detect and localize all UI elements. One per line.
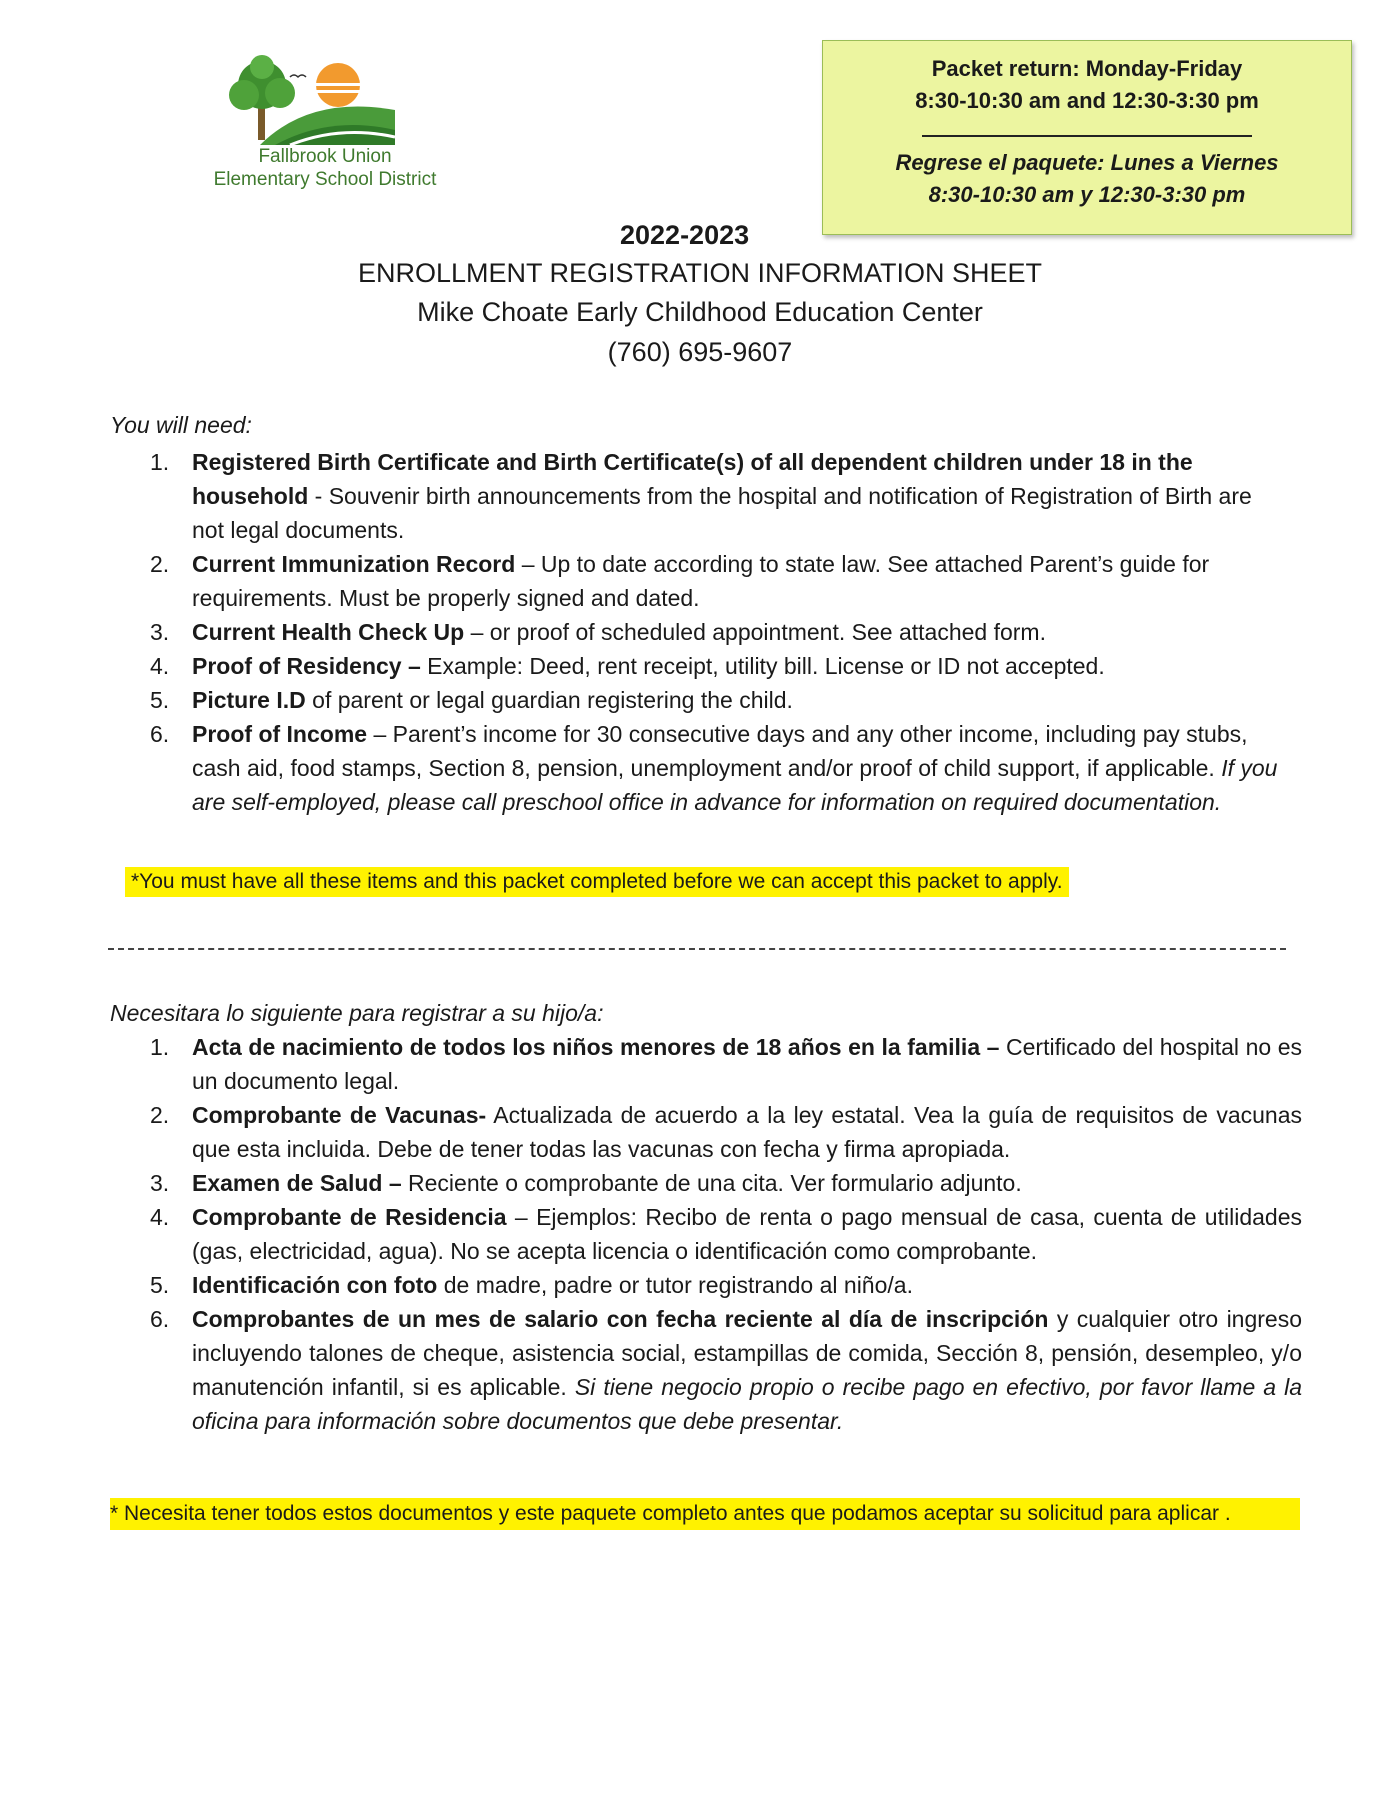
list-item [130, 1302, 1302, 1438]
spanish-highlight-notice: * Necesita tener todos estos documentos y este paquete completo antes que podamos aceptar su solicitud para aplicar . [110, 1502, 1231, 1525]
item-text: – Up to date according to state law. See attached Parent’s guide for requirements. Must be properly signed and dated. [192, 551, 1210, 611]
item-number: 3. [150, 619, 170, 645]
list-item [130, 1098, 1302, 1166]
list-item [130, 1200, 1302, 1268]
district-logo [180, 55, 470, 195]
item-heading: Proof of Residency – [192, 653, 421, 679]
item-heading: Acta de nacimiento de todos los niños menores de 18 años en la familia – [192, 1034, 1000, 1060]
item-text: Actualizada de acuerdo a la ley estatal. Vea la guía de requisitos de vacunas que esta incluida. Debe de tener todas las vacunas con fecha y firma apropiada. [192, 1102, 1302, 1162]
district-name-line1: Fallbrook Union [258, 146, 392, 167]
return-hours-en-times: 8:30-10:30 am and 12:30-3:30 pm [915, 88, 1259, 113]
spanish-intro: Necesitara lo siguiente para registrar a su hijo/a: [110, 1000, 604, 1026]
item-heading: Examen de Salud – [192, 1170, 402, 1196]
item-number: 4. [150, 1204, 170, 1230]
item-heading: Proof of Income [192, 721, 368, 747]
item-heading: Registered Birth Certificate and Birth Certificate(s) of all dependent children under 18 in the household [192, 449, 1193, 509]
item-text: – Parent’s income for 30 consecutive days and any other income, including pay stubs, cash aid, food stamps, Section 8, pension, unemployment and/or proof of child support, if applicable. [192, 721, 1248, 781]
list-item [130, 445, 1280, 547]
item-number: 2. [150, 1102, 170, 1128]
item-text: - Souvenir birth announcements from the hospital and notification of Registration of Birth are not legal documents. [192, 483, 1252, 543]
spanish-requirements-list [130, 1030, 1302, 1438]
notice-divider [922, 135, 1252, 137]
item-note: If you are self-employed, please call preschool office in advance for information on required documentation. [192, 755, 1278, 815]
item-number: 3. [150, 1170, 170, 1196]
list-item [130, 683, 1280, 717]
item-number: 5. [150, 1272, 170, 1298]
page-title: ENROLLMENT REGISTRATION INFORMATION SHEET [357, 258, 1043, 288]
item-heading: Picture I.D [192, 687, 306, 713]
item-heading: Comprobante de Residencia [192, 1204, 507, 1230]
district-name-line2: Elementary School District [213, 169, 437, 190]
english-highlight-notice: *You must have all these items and this packet completed before we can accept this packet to apply. [125, 867, 1069, 897]
list-item [130, 649, 1280, 683]
item-number: 2. [150, 551, 170, 577]
packet-return-notice [822, 40, 1352, 235]
phone-number: (760) 695-9607 [607, 337, 793, 367]
item-text: Reciente o comprobante de una cita. Ver formulario adjunto. [401, 1170, 1022, 1196]
english-intro: You will need: [110, 412, 252, 438]
return-hours-es-title: Regrese el paquete: Lunes a Viernes [895, 150, 1279, 175]
item-text: – or proof of scheduled appointment. See attached form. [464, 619, 1046, 645]
item-text: – Ejemplos: Recibo de renta o pago mensual de casa, cuenta de utilidades (gas, electricidad, agua). No se acepta licencia o identificación como comprobante. [192, 1204, 1302, 1264]
item-number: 5. [150, 687, 170, 713]
item-number: 6. [150, 721, 170, 747]
item-text: Certificado del hospital no es un documento legal. [192, 1034, 1302, 1094]
item-text: Example: Deed, rent receipt, utility bill. License or ID not accepted. [420, 653, 1105, 679]
tree-sun-logo-icon [220, 55, 395, 145]
item-number: 1. [150, 449, 170, 475]
list-item [130, 1030, 1302, 1098]
item-text: of parent or legal guardian registering the child. [305, 687, 793, 713]
item-heading: Current Immunization Record [192, 551, 516, 577]
list-item [130, 1268, 1302, 1302]
item-heading: Identificación con foto [192, 1272, 438, 1298]
section-divider [108, 948, 1286, 950]
list-item [130, 717, 1280, 819]
list-item [130, 1166, 1302, 1200]
spanish-highlight-notice-wrap [110, 1498, 1300, 1530]
item-number: 4. [150, 653, 170, 679]
item-heading: Current Health Check Up [192, 619, 465, 645]
center-name: Mike Choate Early Childhood Education Center [417, 297, 983, 327]
return-hours-en-title: Packet return: Monday-Friday [931, 56, 1243, 81]
item-number: 6. [150, 1306, 170, 1332]
item-text: y cualquier otro ingreso incluyendo talones de cheque, asistencia social, estampillas de comida, Sección 8, pensión, desempleo, y/o manutención infantil, si es aplicable. [192, 1306, 1302, 1400]
item-heading: Comprobante de Vacunas- [192, 1102, 487, 1128]
item-note: Si tiene negocio propio o recibe pago en efectivo, por favor llame a la oficina para información sobre documentos que debe presentar. [192, 1374, 1302, 1434]
english-requirements-list [130, 445, 1280, 819]
item-heading: Comprobantes de un mes de salario con fecha reciente al día de inscripción [192, 1306, 1049, 1332]
item-number: 1. [150, 1034, 170, 1060]
list-item [130, 615, 1280, 649]
return-hours-es-times: 8:30-10:30 am y 12:30-3:30 pm [928, 182, 1246, 207]
list-item [130, 547, 1280, 615]
item-text: de madre, padre or tutor registrando al niño/a. [437, 1272, 913, 1298]
school-year: 2022-2023 [620, 220, 750, 250]
